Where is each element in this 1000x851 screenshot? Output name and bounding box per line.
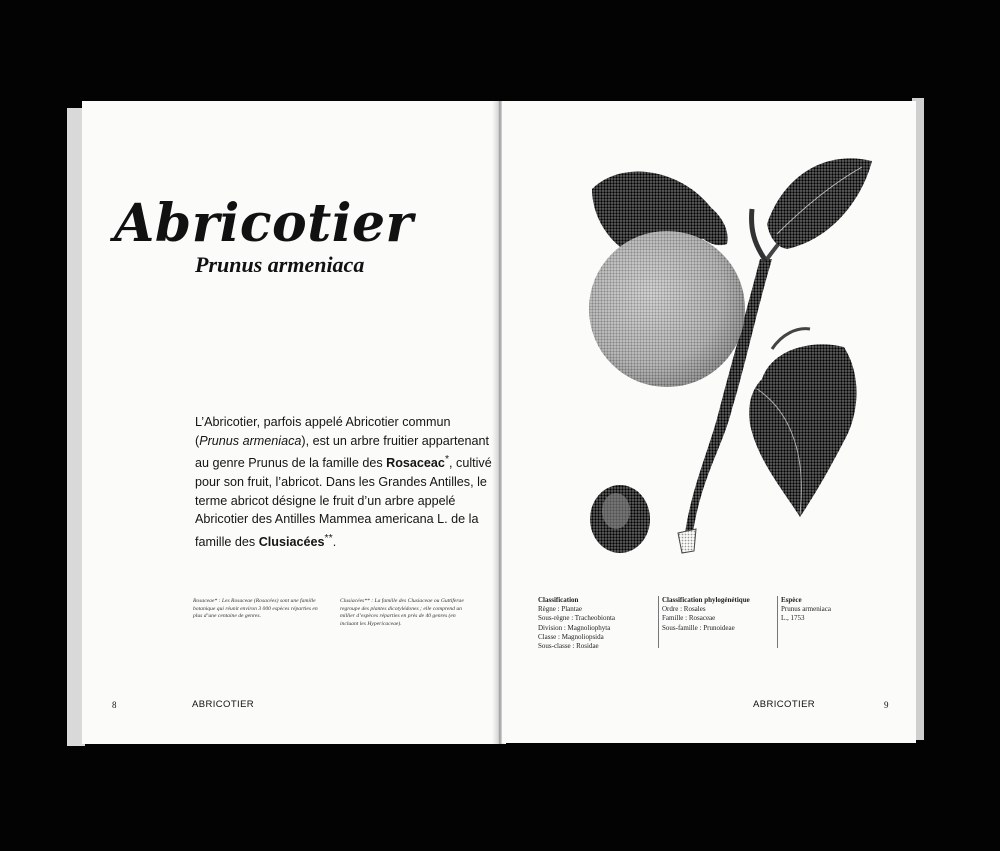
body-text-2: ), est un arbre fruitier appartenant au genre Prunus de la famille des [195,433,490,471]
page-number-right: 9 [884,700,889,710]
running-head-right: ABRICOTIER [753,699,816,710]
leaf-right [749,344,856,517]
species-column [777,596,861,648]
phylogenetic-column [658,596,774,648]
classification-line: Sous-classe : Rosidae [538,642,599,651]
classification-line: Classe : Magnoliopsida [538,632,604,641]
footnote-mark-1: * [444,453,450,466]
classification-heading: Classification [538,596,579,604]
page-number-left: 8 [112,700,117,710]
right-page [502,101,916,743]
phylogenetic-line: Sous-famille : Prunoideae [662,623,735,632]
page-title: Abricotier [114,193,414,254]
body-text-1: L’Abricotier, parfois appelé Abricotier commun ( [195,415,451,448]
classification-line: Division : Magnoliophyta [538,623,611,632]
phylogenetic-heading: Classification phylogénétique [662,596,750,604]
footnote-rosaceae: Rosaceae* : Les Rosaceae (Rosacées) sont une famille botanique qui réunit environ 3 000 espèces réparties en plus d’une centaine de genres. [193,598,318,620]
body-bold-rosaceae: Rosaceac [386,456,445,471]
body-bold-clusiacees: Clusiacées [258,534,325,549]
left-page [82,101,499,744]
body-text-4: . [332,534,337,549]
species-line: Prunus armeniaca [781,605,831,614]
body-paragraph [195,413,495,552]
species-heading: Espèce [781,596,802,604]
phylogenetic-line: Ordre : Rosales [662,605,706,614]
apricot-branch-illustration [582,149,872,573]
leaf-top-right [767,158,872,249]
classification-column [538,596,643,651]
footnote-clusiacees: Clusiacées** : La famille des Clusiaceae ou Guttiferae regroupe des plantes dicotylédones ; elle comprend un millier d’espèces réparties en près de 40 genres (en incluant les Hypericaceae). [340,598,464,627]
footnote-mark-2: ** [324,531,333,544]
body-text-3: , cultivé pour son fruit, l’abricot. Dans les Grandes Antilles, le terme abricot désigne le fruit d’un arbre appelé Abricotier des Antilles Mammea americana L. de la famille des [195,456,492,549]
species-line: L., 1753 [781,614,805,623]
scientific-name: Prunus armeniaca [195,252,365,277]
classification-line: Règne : Plantae [538,605,582,614]
running-head-left: ABRICOTIER [192,699,255,710]
body-latin-name: Prunus armeniaca [199,433,302,448]
phylogenetic-line: Famille : Rosaceae [662,614,716,623]
classification-line: Sous-règne : Tracheobionta [538,614,615,623]
